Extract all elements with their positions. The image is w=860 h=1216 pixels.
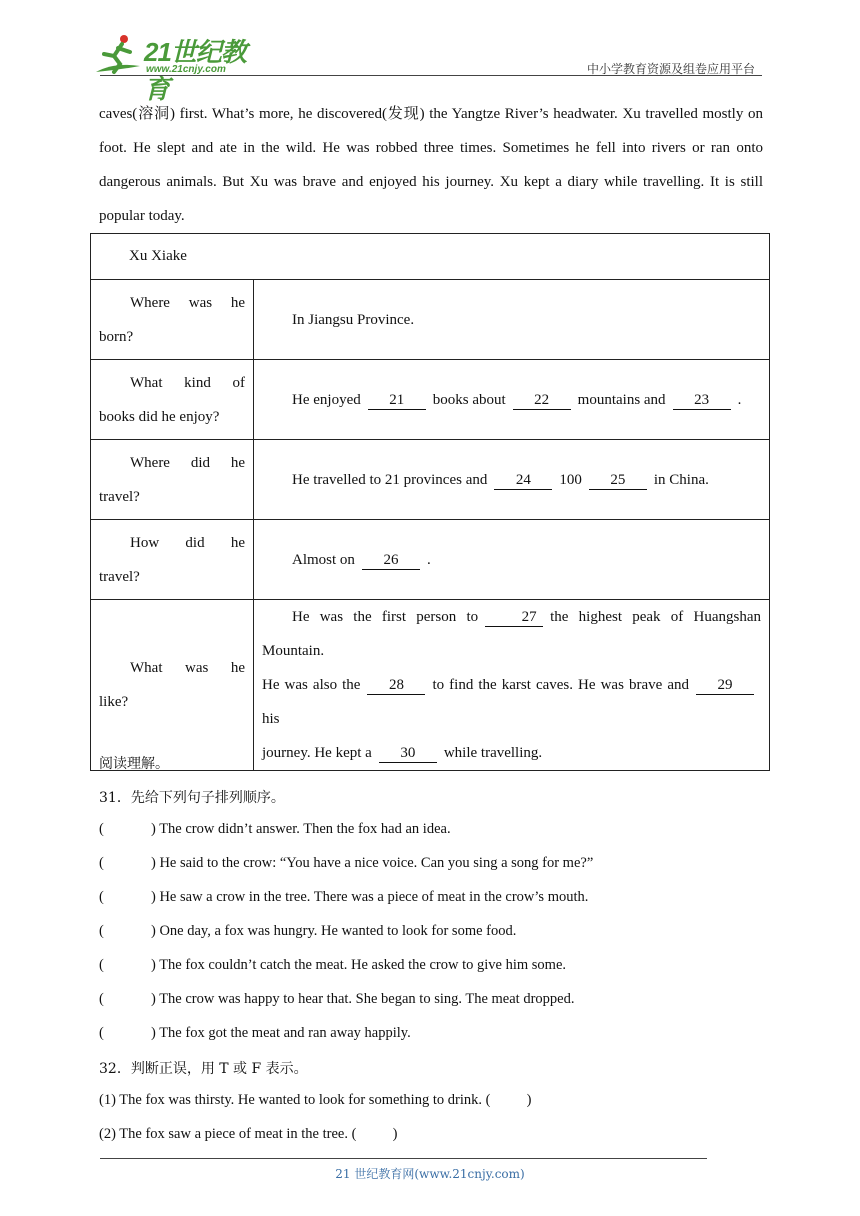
tf-item[interactable]: (2) The fox saw a piece of meat in the tree. ( ) bbox=[99, 1126, 398, 1142]
table-row bbox=[91, 520, 770, 600]
order-item: ( ) The crow was happy to hear that. She began to sing. The meat dropped. bbox=[99, 991, 575, 1007]
logo-url: www.21cnjy.com bbox=[146, 64, 226, 75]
question-cell: Where was he born? bbox=[91, 280, 254, 360]
answer-paren[interactable]: ( bbox=[99, 1025, 104, 1041]
footer-divider bbox=[100, 1158, 707, 1159]
footer-text: 21 世纪教育网(www.21cnjy.com) bbox=[335, 1167, 525, 1181]
question-cell: What was he like? bbox=[91, 600, 254, 771]
table-row bbox=[91, 440, 770, 520]
blank-22[interactable]: 22 bbox=[513, 391, 571, 410]
order-item: ( ) The fox got the meat and ran away happily. bbox=[99, 1025, 411, 1041]
header-divider bbox=[100, 75, 762, 76]
answer-paren[interactable]: ( bbox=[99, 923, 104, 939]
tf-item[interactable]: (1) The fox was thirsty. He wanted to look for something to drink. ( ) bbox=[99, 1092, 532, 1108]
table-title-row bbox=[91, 234, 770, 280]
blank-23[interactable]: 23 bbox=[673, 391, 731, 410]
page-header bbox=[0, 0, 860, 104]
answer-cell: He travelled to 21 provinces and 24 100 25 in China. bbox=[254, 440, 770, 520]
blank-26[interactable]: 26 bbox=[362, 551, 420, 570]
table-row bbox=[91, 360, 770, 440]
answer-paren[interactable]: ( bbox=[99, 889, 104, 905]
table-row bbox=[91, 280, 770, 360]
answer-paren[interactable]: ( bbox=[99, 855, 104, 871]
blank-21[interactable]: 21 bbox=[368, 391, 426, 410]
question-cell: What kind of books did he enjoy? bbox=[91, 360, 254, 440]
order-item: ( ) He saw a crow in the tree. There was a piece of meat in the crow’s mouth. bbox=[99, 889, 589, 905]
blank-29[interactable]: 29 bbox=[696, 676, 754, 695]
answer-cell: He was the first person to 27 the highest peak of Huangshan Mountain. He was also the 28 to find the karst caves. He was brave and 29his journey. He kept a 30 while travelling. bbox=[254, 600, 770, 771]
order-item: ( ) The fox couldn’t catch the meat. He asked the crow to give him some. bbox=[99, 957, 567, 973]
question-cell: Where did he travel? bbox=[91, 440, 254, 520]
answer-cell: Almost on 26 . bbox=[254, 520, 770, 600]
answer-paren[interactable]: ( bbox=[99, 957, 104, 973]
blank-30[interactable]: 30 bbox=[379, 744, 437, 763]
answer-paren[interactable]: ( bbox=[99, 991, 104, 1007]
table-title: Xu Xiake bbox=[91, 234, 770, 280]
table-row bbox=[91, 600, 770, 771]
site-logo bbox=[94, 30, 264, 104]
question-cell: How did he travel? bbox=[91, 520, 254, 600]
blank-27[interactable]: 27 bbox=[485, 608, 543, 627]
xu-xiake-table bbox=[90, 233, 770, 771]
blank-25[interactable]: 25 bbox=[589, 471, 647, 490]
runner-logo-icon bbox=[94, 32, 142, 76]
question-32-title: 32．判断正误，用 T 或 F 表示。 bbox=[99, 1061, 308, 1077]
question-31-title: 31．先给下列句子排列顺序。 bbox=[99, 790, 285, 806]
order-item: ( ) The crow didn’t answer. Then the fox had an idea. bbox=[99, 821, 451, 837]
answer-cell: In Jiangsu Province. bbox=[254, 280, 770, 360]
blank-28[interactable]: 28 bbox=[367, 676, 425, 695]
blank-24[interactable]: 24 bbox=[494, 471, 552, 490]
section-heading: 阅读理解。 bbox=[99, 756, 169, 772]
order-item: ( ) One day, a fox was hungry. He wanted to look for some food. bbox=[99, 923, 517, 939]
answer-paren[interactable]: ( bbox=[99, 821, 104, 837]
order-item: ( ) He said to the crow: “You have a nice voice. Can you sing a song for me?” bbox=[99, 855, 594, 871]
passage-text: caves(溶洞) first. What’s more, he discovered(发现) the Yangtze River’s headwater. Xu travelled mostly on foot. He slept and ate in the wild. He was robbed three times. Sometimes he fell into rivers or ran onto dangerous animals. But Xu was brave and enjoyed his journey. Xu kept a diary while travelling. It is still popular today. bbox=[99, 106, 763, 224]
answer-cell: He enjoyed 21 books about 22 mountains and 23 . bbox=[254, 360, 770, 440]
logo-text: 21世纪教育 bbox=[144, 37, 246, 104]
header-platform-text: 中小学教育资源及组卷应用平台 bbox=[586, 62, 755, 76]
